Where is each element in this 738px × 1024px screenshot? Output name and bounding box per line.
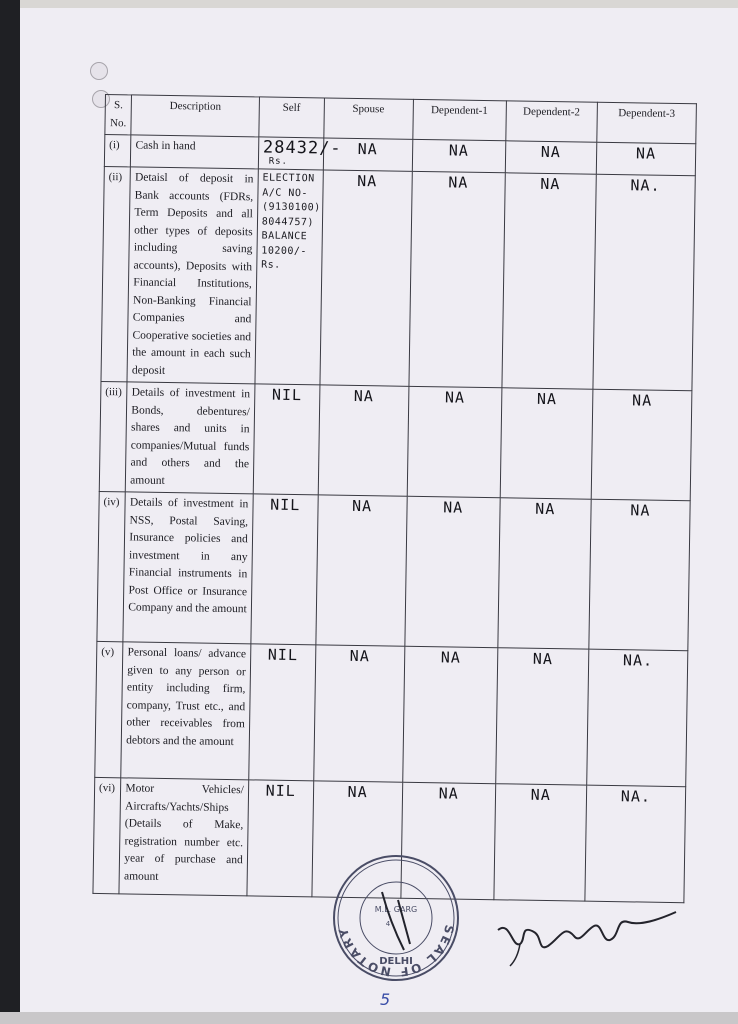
handwritten-line: BALANCE	[261, 230, 308, 243]
dependent-2-value: NA	[494, 784, 587, 901]
assets-declaration-table	[92, 94, 696, 903]
notary-seal-icon	[330, 852, 462, 984]
svg-text:4: 4	[385, 920, 391, 928]
scan-edge-top	[0, 0, 738, 8]
self-value: NIL	[249, 644, 316, 781]
signature-mark	[490, 900, 680, 970]
dependent-1-value: NA	[407, 386, 502, 497]
header-dependent-1: Dependent-1	[412, 99, 506, 140]
scan-edge-bottom	[0, 1012, 738, 1024]
spouse-value: NA	[323, 138, 413, 171]
row-sno: (iv)	[97, 491, 126, 641]
row-sno: (iii)	[99, 381, 127, 491]
dependent-3-value: NA	[589, 499, 691, 651]
spouse-value: NA	[315, 495, 406, 646]
dependent-2-value: NA	[498, 498, 591, 649]
dependent-2-value: NA	[505, 141, 597, 174]
dependent-3-value: NA	[596, 142, 696, 176]
dependent-3-value: NA.	[585, 785, 686, 903]
row-description: Cash in hand	[131, 135, 259, 169]
self-value	[258, 137, 342, 170]
header-self: Self	[259, 97, 324, 138]
dependent-1-value: NA	[412, 139, 506, 172]
dependent-2-value: NA	[500, 388, 593, 499]
dependent-1-value: NA	[401, 782, 496, 899]
dependent-1-value: NA	[402, 646, 497, 783]
svg-text:SEAL OF NOTARY PUBLIC: SEAL OF NOTARY	[335, 923, 457, 980]
row-description: Detaisl of deposit in Bank accounts (FDRs, Term Deposits and all other types of deposits including saving accounts), Deposits with Financial Institutions, Non-Banking Financial Companies and Cooperative societies and the amount in each such deposit	[127, 167, 258, 384]
row-sno: (i)	[104, 135, 131, 167]
handwritten-currency: Rs.	[268, 156, 289, 167]
row-sno: (v)	[95, 641, 123, 777]
handwritten-line: 10200/-	[261, 244, 308, 257]
row-description: Details of investment in NSS, Postal Saving, Insurance policies and investment in any Financial instruments in Post Office or Insurance Company and the amount	[123, 492, 253, 644]
header-description: Description	[131, 95, 259, 137]
row-description: Details of investment in Bonds, debentures/ shares and units in companies/Mutual funds and others and the amount	[126, 382, 255, 494]
signature-icon	[490, 900, 680, 970]
dependent-3-value: NA	[591, 389, 692, 501]
handwritten-line: A/C NO-	[262, 186, 309, 199]
self-value: NIL	[253, 384, 319, 495]
page-number: 5	[380, 990, 391, 1009]
table-row	[101, 166, 695, 390]
handwritten-line: (9130100)	[261, 201, 321, 214]
punch-hole	[90, 62, 108, 80]
spouse-value: NA	[318, 385, 409, 496]
dependent-2-value: NA	[495, 648, 588, 785]
svg-text:M.L. GARG: M.L. GARG	[374, 905, 418, 914]
self-value: NIL	[247, 780, 314, 897]
table-row	[99, 381, 692, 500]
row-sno: (vi)	[93, 777, 121, 893]
handwritten-line: 8044757)	[261, 215, 315, 228]
dependent-1-value: NA	[409, 171, 505, 387]
handwritten-line: ELECTION	[262, 172, 315, 185]
header-dependent-3: Dependent-3	[597, 102, 697, 144]
self-value: NIL	[251, 494, 318, 645]
dependent-1-value: NA	[404, 496, 499, 647]
spouse-value: NA	[313, 645, 404, 782]
header-sno: S. No.	[105, 95, 132, 135]
handwritten-line: Rs.	[261, 259, 281, 271]
dependent-2-value: NA	[502, 173, 596, 389]
dependent-3-value: NA.	[586, 649, 687, 787]
header-dependent-2: Dependent-2	[506, 101, 598, 142]
table-row	[97, 491, 690, 650]
spouse-value: NA	[320, 170, 412, 386]
header-spouse: Spouse	[323, 98, 413, 139]
table-row	[95, 641, 688, 786]
self-value	[255, 169, 323, 385]
spouse-value: NA	[311, 781, 402, 898]
handwritten-amount: 28432/-	[262, 137, 342, 159]
svg-text:DELHI: DELHI	[379, 956, 413, 967]
row-description: Motor Vehicles/ Aircrafts/Yachts/Ships (Details of Make, registration number etc. year of purchase and amount	[119, 778, 248, 896]
row-sno: (ii)	[101, 166, 131, 381]
dependent-3-value: NA.	[593, 174, 696, 391]
notary-seal-stamp	[330, 852, 462, 984]
scan-edge-left	[0, 0, 20, 1024]
row-description: Personal loans/ advance given to any person or entity including firm, company, Trust etc., and other receivables from debtors and the amount	[121, 642, 251, 780]
